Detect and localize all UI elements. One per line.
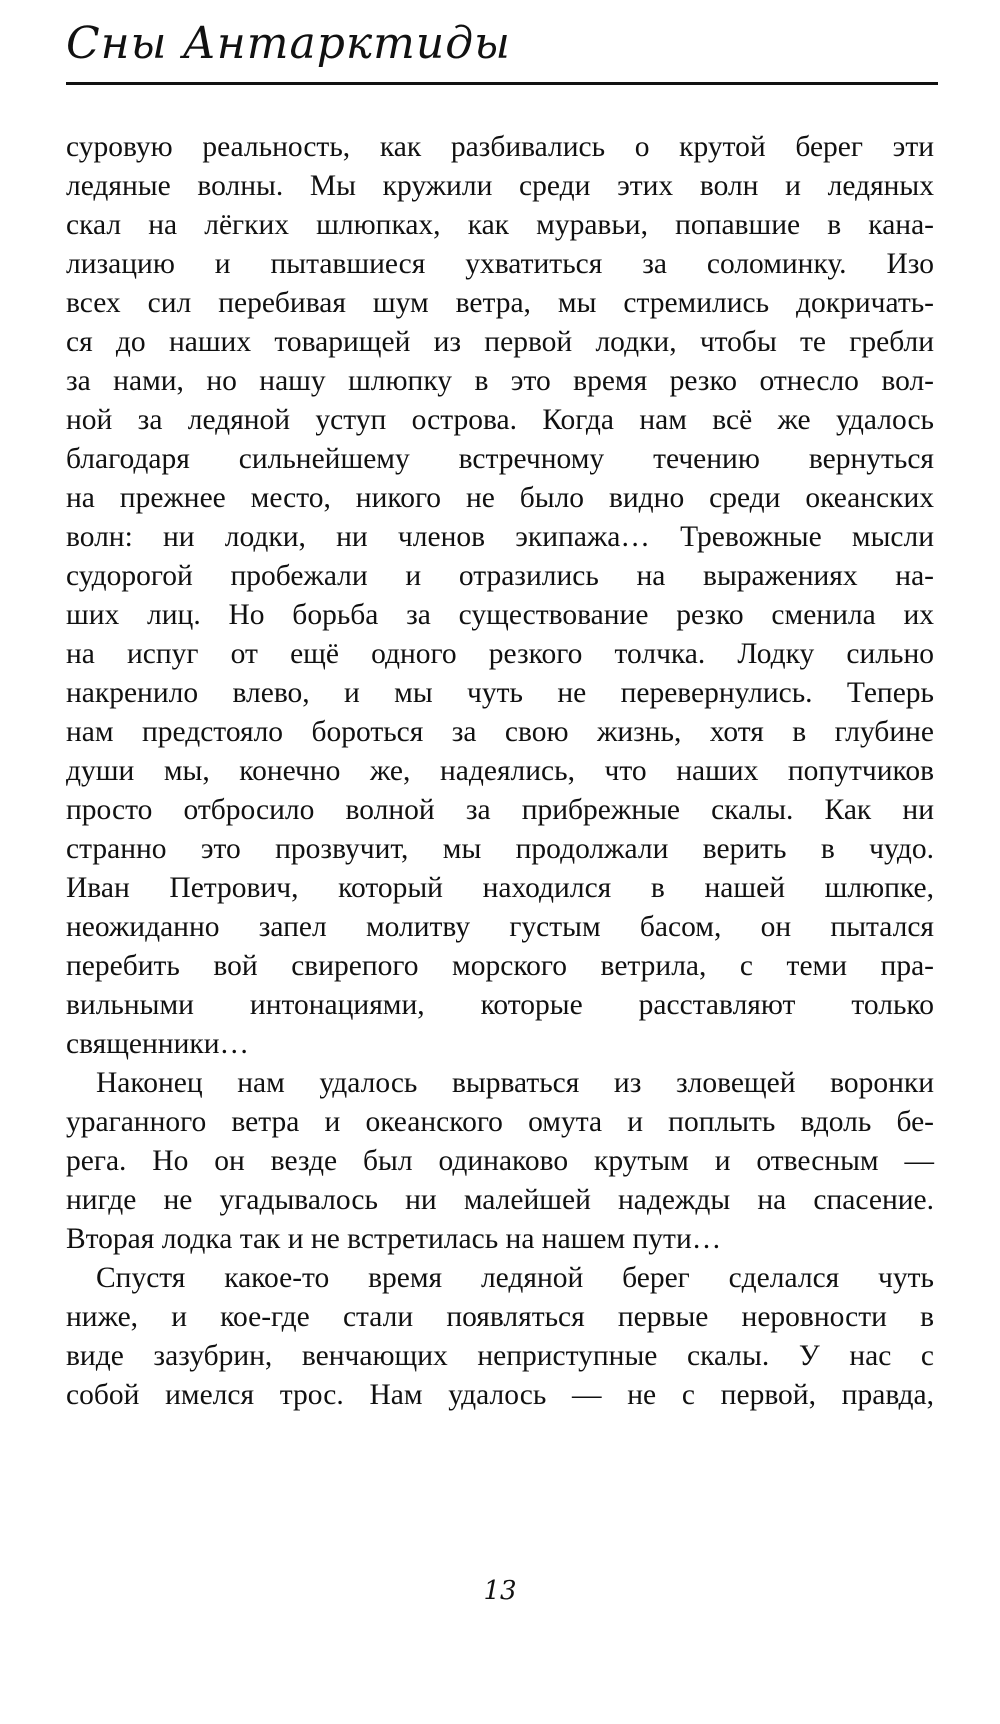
text-line: вильными интонациями, которые расставляют только — [66, 989, 934, 1021]
text-line: рега. Но он везде был одинаково крутым и отвесным — — [66, 1145, 934, 1177]
text-line: священники… — [66, 1028, 249, 1060]
text-line: нам предстояло бороться за свою жизнь, хотя в глубине — [66, 716, 934, 748]
text-line: ниже, и кое-где стали появляться первые неровности в — [66, 1301, 934, 1333]
text-line: Спустя какое-то время ледяной берег сделался чуть — [96, 1262, 934, 1294]
running-head — [66, 10, 926, 90]
text-line: ураганного ветра и океанского омута и поплыть вдоль бе- — [66, 1106, 934, 1138]
page-number: 13 — [483, 1576, 517, 1606]
text-line: ной за ледяной уступ острова. Когда нам всё же удалось — [66, 404, 934, 436]
text-line: нигде не угадывалось ни малейшей надежды на спасение. — [66, 1184, 934, 1216]
text-line: всех сил перебивая шум ветра, мы стремились докричать- — [66, 287, 934, 319]
text-line: души мы, конечно же, надеялись, что наших попутчиков — [66, 755, 934, 787]
text-line: за нами, но нашу шлюпку в это время резко отнесло вол- — [66, 365, 934, 397]
text-line: суровую реальность, как разбивались о крутой берег эти — [66, 131, 934, 163]
body-text — [66, 128, 934, 1415]
text-line: Вторая лодка так и не встретилась на нашем пути… — [66, 1223, 722, 1255]
header-rule — [66, 82, 938, 85]
text-line: на прежнее место, никого не было видно среди океанских — [66, 482, 934, 514]
text-line: судорогой пробежали и отразились на выражениях на- — [66, 560, 934, 592]
text-line: накренило влево, и мы чуть не перевернулись. Теперь — [66, 677, 934, 709]
text-line: Наконец нам удалось вырваться из зловещей воронки — [96, 1067, 934, 1099]
text-line: Иван Петрович, который находился в нашей шлюпке, — [66, 872, 934, 904]
text-line: странно это прозвучит, мы продолжали верить в чудо. — [66, 833, 934, 865]
running-head-title: Сны Антарктиды — [66, 18, 511, 69]
text-line: собой имелся трос. Нам удалось — не с первой, правда, — [66, 1379, 934, 1411]
text-line: ледяные волны. Мы кружили среди этих волн и ледяных — [66, 170, 934, 202]
text-line: перебить вой свирепого морского ветрила, с теми пра- — [66, 950, 934, 982]
text-line: просто отбросило волной за прибрежные скалы. Как ни — [66, 794, 934, 826]
text-line: на испуг от ещё одного резкого толчка. Лодку сильно — [66, 638, 934, 670]
text-line: ся до наших товарищей из первой лодки, чтобы те гребли — [66, 326, 934, 358]
text-line: волн: ни лодки, ни членов экипажа… Тревожные мысли — [66, 521, 934, 553]
text-line: скал на лёгких шлюпках, как муравьи, попавшие в кана- — [66, 209, 934, 241]
text-line: виде зазубрин, венчающих неприступные скалы. У нас с — [66, 1340, 934, 1372]
text-line: ших лиц. Но борьба за существование резко сменила их — [66, 599, 934, 631]
text-line: благодаря сильнейшему встречному течению вернуться — [66, 443, 934, 475]
text-line: лизацию и пытавшиеся ухватиться за соломинку. Изо — [66, 248, 934, 280]
text-line: неожиданно запел молитву густым басом, он пытался — [66, 911, 934, 943]
